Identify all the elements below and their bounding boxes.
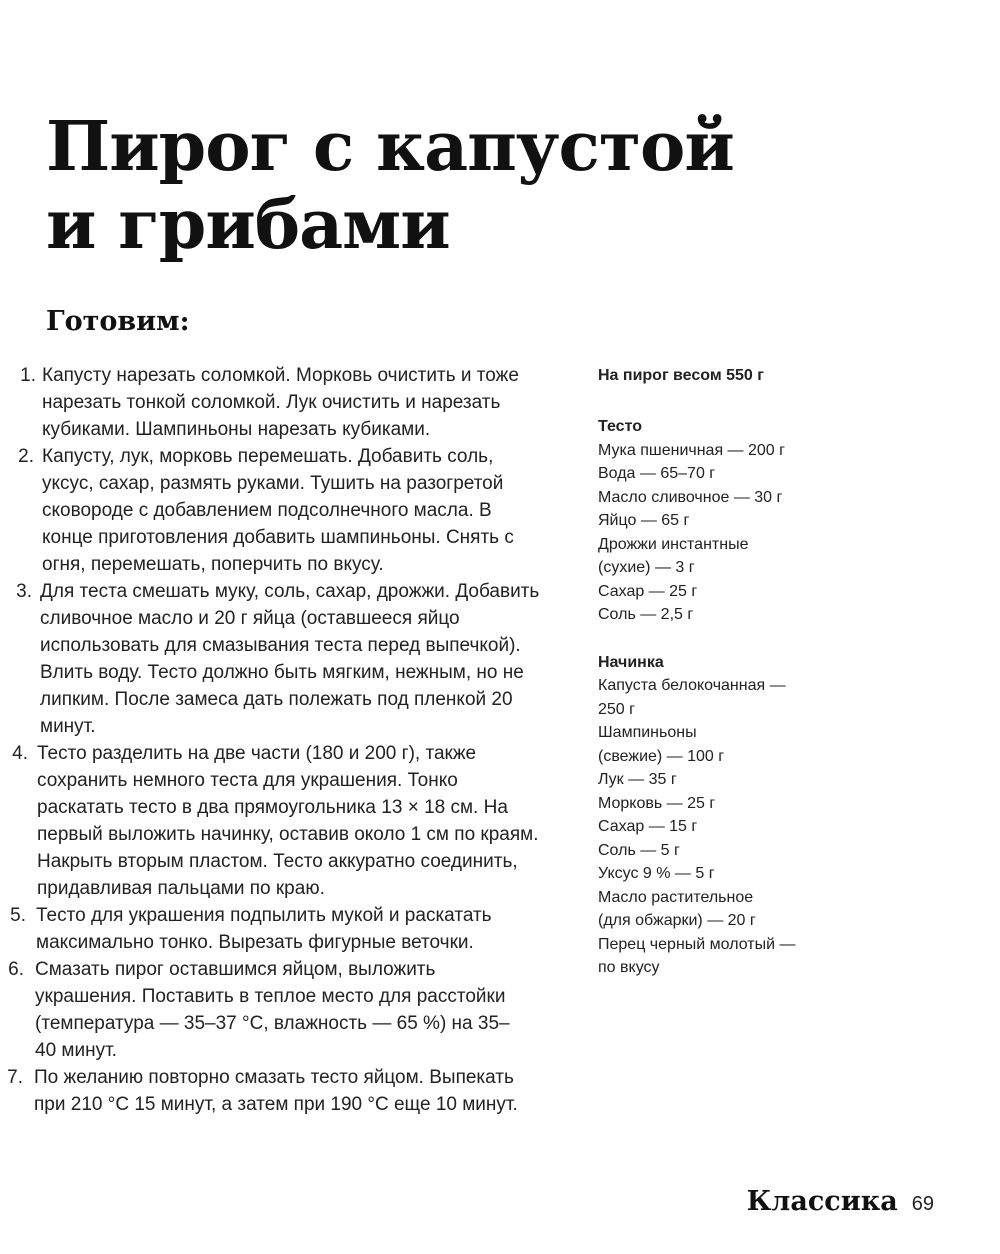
ingredient-item: Дрожжи инстантные (сухие) — 3 г [598,535,749,576]
step-number: 5. [10,905,26,926]
ingredient-item: Морковь — 25 г [598,794,716,812]
ingredient-item: Сахар — 15 г [598,818,698,835]
dough-heading: Тесто [598,418,642,435]
ingredient-item: Уксус 9 % — 5 г [598,865,715,882]
filling-heading: Начинка [598,653,664,671]
step-item [0,1064,560,1118]
ingredient-item: Яйцо — 65 г [598,512,690,529]
step-item [0,362,560,443]
step-number: 6. [8,959,24,980]
page-footer [747,1186,934,1217]
pie-weight-label: На пирог весом 550 г [598,367,764,384]
step-number: 3. [16,581,32,602]
ingredient-item: Мука пшеничная — 200 г [598,441,785,459]
method-heading: Готовим: [46,306,190,337]
step-text: Для теста смешать муку, соль, сахар, дрожжи. Добавить сливочное масло и 20 г яйца (оставшееся яйцо использовать для смазывания теста перед выпечкой). Влить воду. Тесто должно быть мягким, нежным, но не липким. После замеса дать полежать под пленкой 20 минут. [40,581,540,737]
step-number: 7. [7,1067,23,1088]
method-steps [0,362,560,1118]
step-text: По желанию повторно смазать тесто яйцом. Выпекать при 210 °C 15 минут, а затем при 190 °C еще 10 минут. [34,1067,518,1115]
ingredients-panel [598,362,828,1004]
page-number: 69 [911,1193,934,1215]
step-text: Тесто для украшения подпылить мукой и раскатать максимально тонко. Вырезать фигурные веточки. [36,905,492,953]
ingredient-item: Шампиньоны (свежие) — 100 г [598,724,725,765]
step-text: Капусту, лук, морковь перемешать. Добавить соль, уксус, сахар, размять руками. Тушить на разогретой сковороде с добавлением подсолнечного масла. В конце приготовления добавить шампиньоны. Снять с огня, перемешать, поперчить по вкусу. [42,446,514,575]
filling-ingredient-list [598,674,828,980]
ingredient-item: Соль — 2,5 г [598,606,694,623]
recipe-title [46,108,766,264]
recipe-title-line-2: и грибами [46,185,450,265]
step-number: 4. [12,743,28,764]
ingredient-item: Капуста белокочанная — 250 г [598,677,786,718]
ingredient-item: Соль — 5 г [598,841,680,859]
step-text: Капусту нарезать соломкой. Морковь очистить и тоже нарезать тонкой соломкой. Лук очистить и нарезать кубиками. Шампиньоны нарезать кубиками. [42,365,519,440]
dough-ingredient-list [598,439,828,627]
recipe-title-line-1: Пирог с капустой [46,107,734,187]
step-item [0,578,560,740]
step-number: 2. [18,446,34,467]
step-item [0,443,560,578]
step-text: Смазать пирог оставшимся яйцом, выложить украшения. Поставить в теплое место для расстойки (температура — 35–37 °C, влажность — 65 %) на 35–40 минут. [35,959,510,1061]
step-item [0,956,560,1064]
step-text: Тесто разделить на две части (180 и 200 г), также сохранить немного теста для украшения. Тонко раскатать тесто в два прямоугольника 13 × 18 см. На первый выложить начинку, оставив около 1 см по краям. Накрыть вторым пластом. Тесто аккуратно соединить, придавливая пальцами по краю. [37,743,539,899]
step-item [0,740,560,902]
ingredient-item: Лук — 35 г [598,771,677,788]
ingredient-item: Вода — 65–70 г [598,465,716,482]
ingredient-item: Масло растительное (для обжарки) — 20 г [598,888,756,929]
ingredient-item: Перец черный молотый — по вкусу [598,935,796,976]
footer-section-name: Классика [746,1186,898,1217]
ingredient-item: Масло сливочное — 30 г [598,488,783,506]
step-number: 1. [20,365,36,386]
ingredient-item: Сахар — 25 г [598,582,698,600]
step-item [0,902,560,956]
